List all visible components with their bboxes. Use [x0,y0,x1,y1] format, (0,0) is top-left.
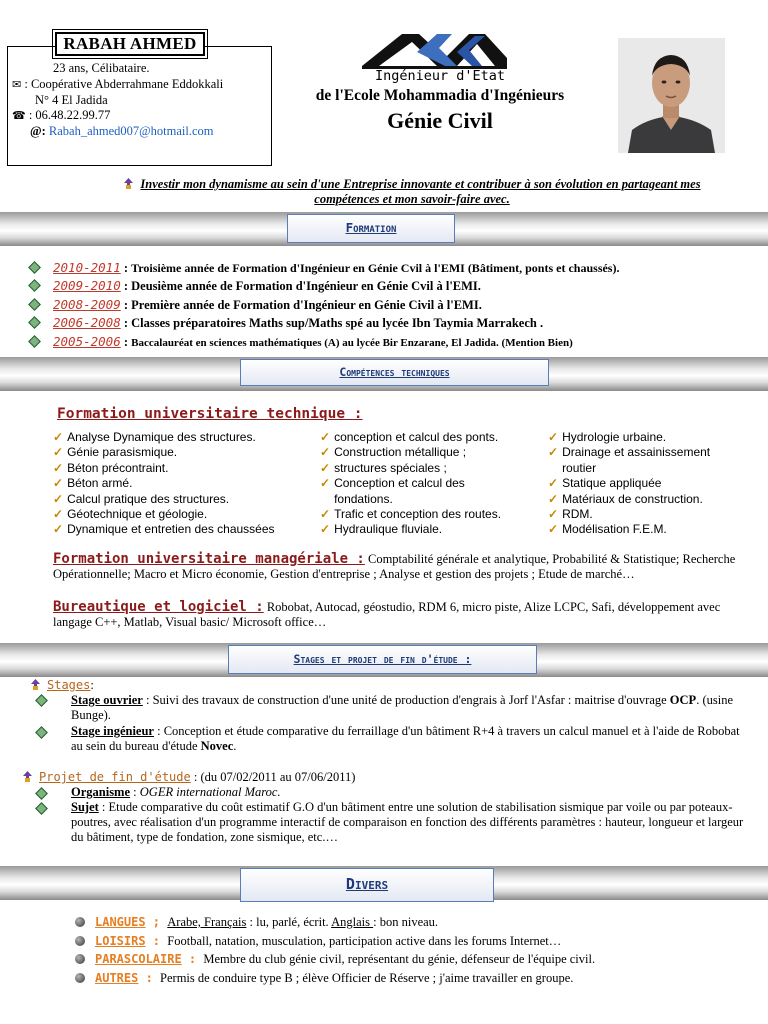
address-line-2: N° 4 El Jadida [35,93,108,107]
managerial-block: Formation universitaire managériale : Comptabilité générale et analytique, Probabilité & Statistique; Recherche Opérationnelle; Macro et Micro économie, Gestion d'entreprise ; Analyse et gestion des projets ; Etude de marché… [53,551,736,581]
competence-item: ✓ Dynamique et entretien des chaussées [53,522,275,537]
competence-item: ✓ Matériaux de construction. [548,491,703,506]
arrow-bullet-icon [123,178,134,189]
checkmark-icon: ✓ [548,507,559,522]
competence-item: ✓ Conception et calcul des [320,476,465,491]
checkmark-icon: ✓ [53,445,64,460]
emi-logo [357,22,512,72]
checkmark-icon: ✓ [53,507,64,522]
competence-item: ✓ Calcul pratique des structures. [53,491,230,506]
checkmark-icon: ✓ [548,522,559,537]
formation-row: 2010-2011 : Troisième année de Formation d'Ingénieur en Génie Cvil à l'EMI (Bâtiment, ponts et chaussés). [30,260,619,276]
univ-technique-title: Formation universitaire technique : [57,406,363,422]
checkmark-icon: ✓ [548,445,559,460]
section-title-divers: Divers [240,868,494,902]
checkmark-icon: ✓ [53,460,64,475]
competence-item: ✓ Analyse Dynamique des structures. [53,430,256,444]
diamond-icon [37,802,60,817]
divers-row: LOISIRS : Football, natation, musculation, participation active dans les forums Internet… [75,934,561,949]
address-line-1: ✉ : Coopérative Abderrahmane Eddokkali [12,77,224,91]
competence-item: ✓ Génie parasismique. [53,445,178,460]
checkmark-icon: ✓ [320,445,331,460]
formation-row: 2009-2010 : Deusième année de Formation d'Ingénieur en Génie Cvil à l'EMI. [30,278,481,294]
section-title-competences: Compétences techniques [240,359,549,386]
section-title-formation: Formation [287,214,455,243]
formation-description: Première année de Formation d'Ingénieur en Génie Civil à l'EMI. [131,298,482,312]
divers-key: LOISIRS [95,934,146,948]
checkmark-icon: ✓ [548,476,559,491]
envelope-icon: ✉ [12,79,22,91]
competence-item: routier [562,460,597,475]
competences-column-3 [548,430,763,538]
profile-photo [618,38,725,153]
competences-column-2 [320,430,545,538]
checkmark-icon: ✓ [320,430,331,444]
ball-bullet-icon [75,954,85,964]
competence-item: fondations. [334,491,393,506]
checkmark-icon: ✓ [548,491,559,506]
ball-bullet-icon [75,936,85,946]
checkmark-icon: ✓ [320,460,331,475]
checkmark-icon: ✓ [53,430,64,444]
formation-year: 2006-2008 [53,315,121,330]
diamond-bullet-icon [28,279,41,292]
formation-row: 2006-2008 : Classes préparatoires Maths sup/Maths spé au lycée Ibn Taymia Marrakech . [30,315,543,331]
ball-bullet-icon [75,973,85,983]
formation-description: Classes préparatoires Maths sup/Maths spé au lycée Ibn Taymia Marrakech . [131,316,544,330]
diamond-bullet-icon [28,335,41,348]
competence-item: ✓ conception et calcul des ponts. [320,430,499,444]
phone: ☎ : 06.48.22.99.77 [12,108,111,122]
stage-ingenieur: Stage ingénieur : Conception et étude comparative du ferraillage d'un bâtiment R+4 à travers un calcul manuel et à l'aide de Robobat au sein du bureau d'étude Novec. [71,724,740,753]
formation-description: Deusième année de Formation d'Ingénieur en Génie Cvil à l'EMI. [131,279,481,293]
email-link[interactable]: Rabah_ahmed007@hotmail.com [48,124,214,138]
diamond-icon [37,726,60,741]
competence-item: ✓ Drainage et assainissement [548,445,711,460]
divers-row: AUTRES : Permis de conduire type B ; élève Officier de Réserve ; j'aime travailler en groupe. [75,971,573,986]
competence-item: ✓ RDM. [548,507,593,522]
phone-icon: ☎ [12,110,26,122]
arrow-bullet-icon [22,771,33,782]
checkmark-icon: ✓ [53,522,64,537]
divers-row: LANGUES ; Arabe, Français : lu, parlé, écrit. Anglais : bon niveau. [75,915,438,930]
pfe-organisme: Organisme : OGER international Maroc. [71,785,281,799]
checkmark-icon: ✓ [53,491,64,506]
diamond-icon [37,787,60,802]
checkmark-icon: ✓ [320,522,331,537]
competence-item: ✓ structures spéciales ; [320,460,447,475]
age-status: 23 ans, Célibataire. [53,61,150,75]
arrow-bullet-icon [30,679,41,690]
competence-item: ✓ Modélisation F.E.M. [548,522,667,537]
software-title: Bureautique et logiciel : [53,599,264,615]
checkmark-icon: ✓ [548,430,559,444]
competence-item: ✓ Géotechnique et géologie. [53,507,208,522]
ball-bullet-icon [75,917,85,927]
competence-item: ✓ Béton armé. [53,476,133,491]
formation-row: 2008-2009 : Première année de Formation d'Ingénieur en Génie Civil à l'EMI. [30,297,482,313]
software-block: Bureautique et logiciel : Robobat, Autocad, géostudio, RDM 6, micro piste, Alize LCPC, Safi, développement avec langage C++, Matlab, Visual basic/ Microsoft office… [53,599,721,629]
pfe-heading: Projet de fin d'étude : (du 07/02/2011 au 07/06/2011) [22,770,355,785]
divers-key: AUTRES [95,971,139,985]
competence-item: ✓ Hydrologie urbaine. [548,430,667,444]
school-name: de l'Ecole Mohammadia d'Ingénieurs [315,87,565,104]
career-objective: Investir mon dynamisme au sein d'une Entreprise innovante et contribuer à son évolution en partageant mes compétences et mon savoir-faire avec. [112,177,712,207]
competence-item: ✓ Béton précontraint. [53,460,169,475]
divers-key: PARASCOLAIRE [95,952,182,966]
checkmark-icon: ✓ [320,476,331,491]
diamond-bullet-icon [28,316,41,329]
competences-column-1 [53,430,313,538]
competence-item: ✓ Construction métallique ; [320,445,467,460]
competence-item: ✓ Hydraulique fluviale. [320,522,443,537]
specialty: Génie Civil [387,108,493,133]
diamond-icon [37,694,60,709]
formation-year: 2009-2010 [53,278,121,293]
formation-year: 2010-2011 [53,260,121,275]
candidate-name: RABAH AHMED [55,32,205,56]
divers-row: PARASCOLAIRE : Membre du club génie civil, représentant du génie, défenseur de l'équipe civil. [75,952,595,967]
checkmark-icon: ✓ [53,476,64,491]
competence-item: ✓ Statique appliquée [548,476,662,491]
formation-description: Troisième année de Formation d'Ingénieur en Génie Cvil à l'EMI (Bâtiment, ponts et chaussés). [131,261,620,275]
formation-year: 2008-2009 [53,297,121,312]
formation-year: 2005-2006 [53,334,121,349]
diamond-bullet-icon [28,298,41,311]
competence-item: ✓ Trafic et conception des routes. [320,507,502,522]
formation-description: Baccalauréat en sciences mathématiques (A) au lycée Bir Enzarane, El Jadida. (Mention Bien) [131,337,573,349]
email-line: @: Rabah_ahmed007@hotmail.com [30,124,214,138]
checkmark-icon: ✓ [320,507,331,522]
formation-row: 2005-2006 : Baccalauréat en sciences mathématiques (A) au lycée Bir Enzarane, El Jadida. (Mention Bien) [30,334,573,350]
stage-ouvrier: Stage ouvrier : Suivi des travaux de construction d'une unité de production d'engrais à Jorf l'Asfar : maitrise d'ouvrage OCP. (usine Bunge). [71,693,733,722]
divers-key: LANGUES [95,915,146,929]
diamond-bullet-icon [28,261,41,274]
pfe-sujet: Sujet : Etude comparative du coût estimatif G.O d'un bâtiment entre une solution de stabilisation sismique par voile ou par poteaux-poutres, avec réalisation d'un programme interactif de comparaison en fonction des différents paramètres : hauteur, longueur et largeur du bâtiment, type de fondation, zone sismique, etc.… [71,800,744,844]
section-title-stages: Stages et projet de fin d'étude : [228,645,537,674]
stages-heading: Stages: [30,678,94,693]
degree-title: Ingénieur d'Etat [374,68,506,84]
managerial-title: Formation universitaire managériale : [53,551,365,567]
